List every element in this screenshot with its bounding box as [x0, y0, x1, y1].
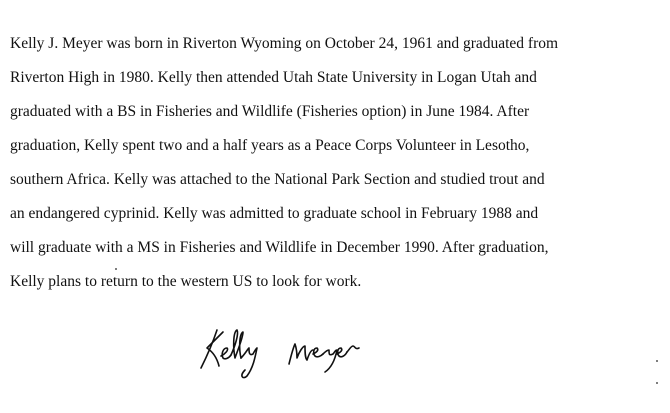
paragraph-line: Riverton High in 1980. Kelly then attended Utah State University in Logan Utah and	[10, 69, 537, 86]
paragraph-line: graduation, Kelly spent two and a half years as a Peace Corps Volunteer in Lesotho,	[10, 137, 530, 154]
paragraph-line: southern Africa. Kelly was attached to the National Park Section and studied trout and	[10, 171, 545, 188]
paragraph-line: will graduate with a MS in Fisheries and Wildlife in December 1990. After graduation,	[10, 239, 549, 256]
paragraph-line: graduated with a BS in Fisheries and Wildlife (Fisheries option) in June 1984. After	[10, 103, 530, 120]
scan-speck	[656, 360, 658, 362]
handwritten-signature	[195, 322, 370, 384]
paragraph-line: an endangered cyprinid. Kelly was admitted to graduate school in February 1988 and	[10, 205, 539, 222]
paragraph-line: Kelly plans to return to the western US to look for work.	[10, 273, 362, 290]
scan-speck	[115, 268, 117, 270]
paragraph-line: Kelly J. Meyer was born in Riverton Wyoming on October 24, 1961 and graduated from	[10, 35, 559, 52]
scan-speck	[656, 382, 658, 384]
